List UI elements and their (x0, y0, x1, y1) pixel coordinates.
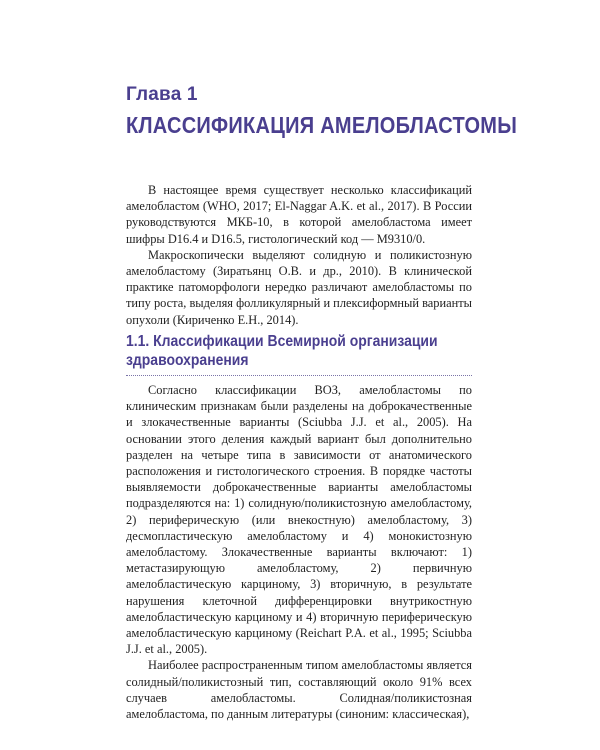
section-heading (126, 332, 486, 370)
paragraph: Наиболее распространенным типом амелобластомы является солидный/поликистозный тип, составляющий около 91% всех случаев амелобластомы. Солидная/поликистозная амелобластома, по данным литературы (синоним: классическая), (126, 658, 472, 722)
chapter-label: Глава 1 (126, 84, 198, 105)
paragraph: В настоящее время существует несколько классификаций амелобластом (WHO, 2017; El-Naggar A.K. et al., 2017). В России руководствуются МКБ-10, в которой амелобластома имеет шифры D16.4 и D16.5, гистологический код — M9310/0. (126, 183, 472, 246)
section-text (126, 382, 472, 722)
paragraph: Макроскопически выделяют солидную и поликистозную амелобластому (Зиратьянц О.В. и др., 2010). В клинической практике патоморфологи нередко различают амелобластомы по типу роста, выделяя фолликулярный и плексиформный варианты опухоли (Кириченко Е.Н., 2014). (126, 247, 472, 327)
intro-text (126, 182, 472, 328)
paragraph: Согласно классификации ВОЗ, амелобластомы по клиническим признакам были разделены на доброкачественные и злокачественные варианты (Sciubba J.J. et al., 2005). На основании этого деления каждый вариант был дополнительно разделен на четыре типа в зависимости от анатомического расположения и гистологического строения. В порядке частоты выявляемости доброкачественные варианты амелобластомы подразделяются на: 1) солидную/поликистозную амелобластому, 2) периферическую (или внекостную) амелобластому, 3) десмопластическую амелобластому и 4) монокистозную амелобластому. Злокачественные варианты включают: 1) метастазирующую амелобластому, 2) первичную амелобластическую карциному, 3) вторичную, в результате нарушения клеточной дифференцировки внутрикостную амелобластическую карциному и 4) вторичную периферическую амелобластическую карциному (Reichart P.A. et al., 1995; Sciubba J.J. et al., 2005). (126, 383, 472, 657)
chapter-title: КЛАССИФИКАЦИЯ АМЕЛОБЛАСТОМЫ (126, 112, 518, 138)
section-heading-line: 1.1. Классификации Всемирной организации (126, 333, 438, 350)
section-heading-line: здравоохранения (126, 352, 249, 369)
section-divider (126, 375, 472, 376)
